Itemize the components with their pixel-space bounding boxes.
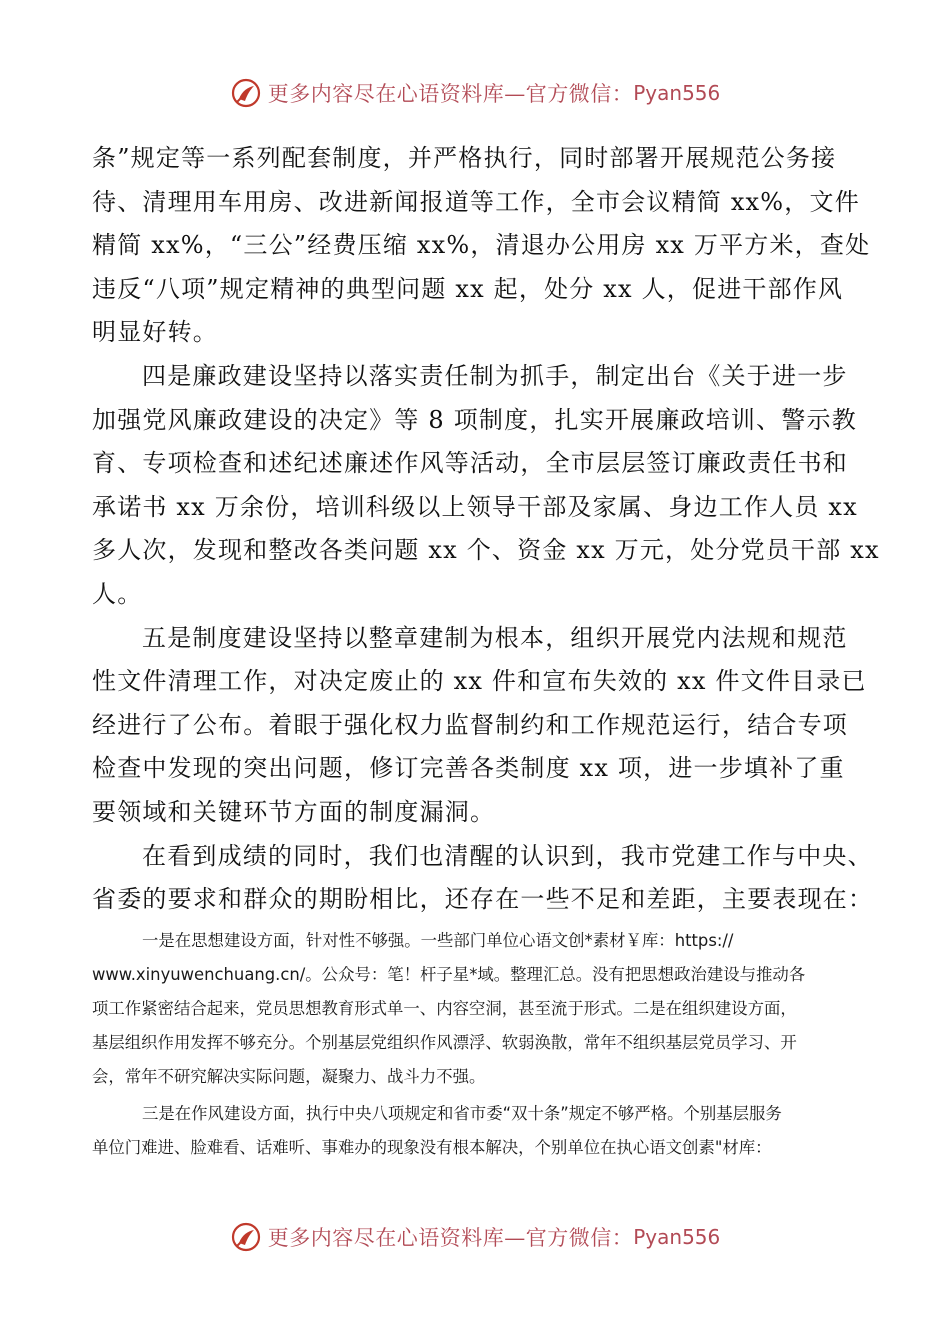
text-line: 性文件清理工作，对决定废止的 xx 件和宣布失效的 xx 件文件目录已	[92, 667, 867, 696]
text-line: 检查中发现的突出问题，修订完善各类制度 xx 项，进一步填补了重	[92, 754, 845, 783]
small-text-block	[92, 924, 872, 1094]
header-banner-text: 更多内容尽在心语资料库—官方微信：	[267, 82, 634, 106]
text-line: 在看到成绩的同时，我们也清醒的认识到，我市党建工作与中央、	[142, 841, 873, 870]
text-line: 单位门难进、脸难看、话难听、事难办的现象没有根本解决，个别单位在执心语文创素"材库：	[92, 1138, 772, 1157]
text-line: 会，常年不研究解决实际问题，凝聚力、战斗力不强。	[92, 1067, 486, 1086]
text-line: 承诺书 xx 万余份，培训科级以上领导干部及家属、身边工作人员 xx	[92, 492, 858, 521]
paragraph	[92, 137, 871, 355]
text-line: 明显好转。	[92, 318, 218, 347]
paragraph	[92, 355, 880, 617]
text-line: 经进行了公布。着眼于强化权力监督制约和工作规范运行，结合专项	[92, 710, 848, 739]
text-line: 项工作紧密结合起来，党员思想教育形式单一、内容空洞，甚至流于形式。二是在组织建设方面，	[92, 999, 797, 1018]
text-line: 基层组织作用发挥不够充分。个别基层党组织作风漂浮、软弱涣散，常年不组织基层党员学习、开	[92, 1033, 797, 1052]
text-line: www.xinyuwenchuang.cn/。公众号：笔！杆子星*域。整理汇总。没有把思想政治建设与推动各	[92, 965, 806, 984]
header-banner-id: Pyan556	[633, 81, 721, 105]
text-line: 要领域和关键环节方面的制度漏洞。	[92, 797, 496, 826]
text-line: 四是廉政建设坚持以落实责任制为抓手，制定出台《关于进一步	[142, 361, 848, 390]
footer-banner-text: 更多内容尽在心语资料库—官方微信：	[267, 1226, 634, 1250]
text-line: 五是制度建设坚持以整章建制为根本，组织开展党内法规和规范	[142, 623, 848, 652]
footer-banner	[0, 1217, 950, 1257]
logo-icon	[230, 77, 262, 109]
text-line: 育、专项检查和述纪述廉述作风等活动，全市层层签订廉政责任书和	[92, 449, 848, 478]
text-line: 加强党风廉政建设的决定》等 8 项制度，扎实开展廉政培训、警示教	[92, 405, 857, 434]
header-banner	[0, 73, 950, 113]
footer-banner-id: Pyan556	[633, 1225, 721, 1249]
text-line: 一是在思想建设方面，针对性不够强。一些部门单位心语文创*素材￥库：https://	[142, 931, 734, 950]
paragraph	[92, 835, 874, 922]
text-line: 省委的要求和群众的期盼相比，还存在一些不足和差距，主要表现在：	[92, 885, 874, 914]
text-line: 多人次，发现和整改各类问题 xx 个、资金 xx 万元，处分党员干部 xx	[92, 536, 880, 565]
text-line: 人。	[92, 579, 143, 608]
text-line: 精简 xx%，“三公”经费压缩 xx%，清退办公用房 xx 万平方米，查处	[92, 231, 871, 260]
text-line: 条”规定等一系列配套制度，并严格执行，同时部署开展规范公务接	[92, 144, 837, 172]
paragraph	[92, 617, 867, 835]
text-line: 三是在作风建设方面，执行中央八项规定和省市委“双十条”规定不够严格。个别基层服务	[142, 1104, 782, 1123]
document-body	[92, 137, 880, 922]
text-line: 违反“八项”规定精神的典型问题 xx 起，处分 xx 人，促进干部作风	[92, 274, 844, 303]
small-text-block	[92, 1097, 872, 1165]
logo-icon	[230, 1221, 262, 1253]
text-line: 待、清理用车用房、改进新闻报道等工作，全市会议精简 xx%，文件	[92, 187, 860, 216]
